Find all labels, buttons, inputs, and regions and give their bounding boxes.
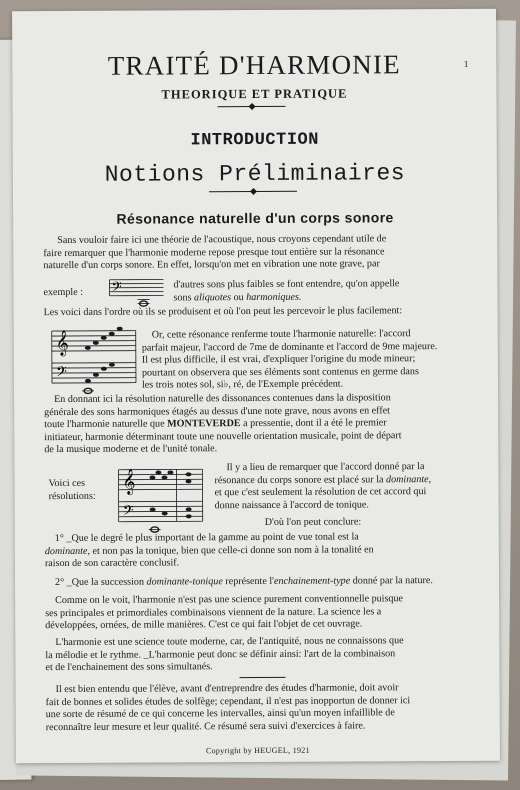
paragraph-solfege: Il est bien entendu que l'élève, avant d'entreprendre des études d'harmonie, doit avoir fait de bonnes et solides études de solfège; cependant, il n'est pas inopportun de donner ici une sorte de résumé de ce qui concerne les intervalles, ainsi qu'un moyen infaillible de reconnaître leur mesure et leur qualité. Ce résumé sera suivi d'exercices à faire. xyxy=(45,682,411,733)
paragraph-order: Les voici dans l'ordre où ils se produisent et où l'on peut les percevoir le plus facilement: xyxy=(43,305,403,319)
book-subtitle: THEORIQUE ET PRATIQUE xyxy=(161,86,348,102)
svg-text:𝄢: 𝄢 xyxy=(55,363,67,385)
svg-text:𝄞: 𝄞 xyxy=(55,330,69,357)
paragraph-intro: Sans vouloir faire ici une théorie de l'acoustique, nous croyons cependant utile de faire remarquer que l'harmonie moderne repose presque tout entière sur la résonance naturelle d'un corps sonore. En effet, lorsqu'on met en vibration une note grave, par xyxy=(43,233,387,272)
notions-heading: Notions Préliminaires xyxy=(104,160,406,188)
svg-text:𝄢: 𝄢 xyxy=(122,502,134,523)
paragraph-dissonances: En donnant ici la résolution naturelle des dissonances contenues dans la disposition générale des sons harmoniques étagés au dessus d'une note grave, nous avons en effet toute l'harmonie naturelle que MONTEVERDE a pressentie, dont il a été le premier initiateur, harmonie déterminant toute une nouvelle orientation musicale, point de départ de la musique moderne et de l'unité tonale. xyxy=(44,392,402,456)
conclusion-1: 1° _Que le degré le plus important de la gamme au point de vue tonal est la dominante, et non pas la tonique, bien que celle-ci donne son nom à la tonalité en raison de son caractère conclusif. xyxy=(44,531,374,570)
exemple-text: d'autres sons plus faibles se font entendre, qu'on appelle sons aliquotes ou harmoniques. xyxy=(173,278,400,304)
paragraph-science: Comme on le voit, l'harmonie n'est pas une science purement conventionnelle puisque ses principales et primordiales combinaisons viennent de la nature. La science les a développées, ornées, de mille manières. C'est ce qui fait l'objet de cet ouvrage. xyxy=(45,593,404,632)
section-heading: Résonance naturelle d'un corps sonore xyxy=(116,209,394,227)
title-ornament xyxy=(218,106,286,107)
page-number: 1 xyxy=(463,58,469,69)
harmonic-series-staff xyxy=(48,323,140,397)
intro-heading: INTRODUCTION xyxy=(190,130,319,151)
resolutions-label: Voici ces résolutions: xyxy=(48,477,96,503)
resolutions-staff xyxy=(114,461,206,535)
exemple-label: exemple : xyxy=(43,286,84,299)
book-page xyxy=(12,9,500,764)
paragraph-modern: L'harmonie est une science toute moderne, car, de l'antiquité, nous ne connaissons que la mélodie et le rythme. _L'harmonie peut donc se définir ainsi: l'art de la combinaison et de l'enchainement des sons simultanés. xyxy=(45,635,404,674)
svg-text:𝄞: 𝄞 xyxy=(122,469,136,495)
paragraph-dominante: Il y a lieu de remarquer que l'accord donné par la résonance du corps sonore est placé sur la dominante, et que c'est seulement la résolution de cet accord qui donne naissance à l'accord de tonique. xyxy=(214,461,432,511)
book-title: TRAITÉ D'HARMONIE xyxy=(107,49,401,81)
monteverde-name: MONTEVERDE xyxy=(167,418,241,430)
heading-ornament xyxy=(209,191,297,192)
conclusion-2: 2° _Que la succession dominante-tonique représente l'enchainement-type donné par la nature. xyxy=(54,575,433,589)
copyright-footer: Copyright by HEUGEL, 1921 xyxy=(205,745,310,756)
conclude-line: D'où l'on peut conclure: xyxy=(264,516,362,528)
svg-text:𝄢: 𝄢 xyxy=(111,278,122,298)
paragraph-resonance: Or, cette résonance renferme toute l'harmonie naturelle: l'accord parfait majeur, l'accord de 7me de dominante et l'accord de 9me majeure. Il est plus difficile, il est vrai, d'expliquer l'origine du mode mineur; pourtant on observera que ses éléments sont contenus en germe dans les trois notes sol, si♭, ré, de l'Exemple précédent. xyxy=(141,328,438,391)
separator-rule xyxy=(240,677,286,678)
